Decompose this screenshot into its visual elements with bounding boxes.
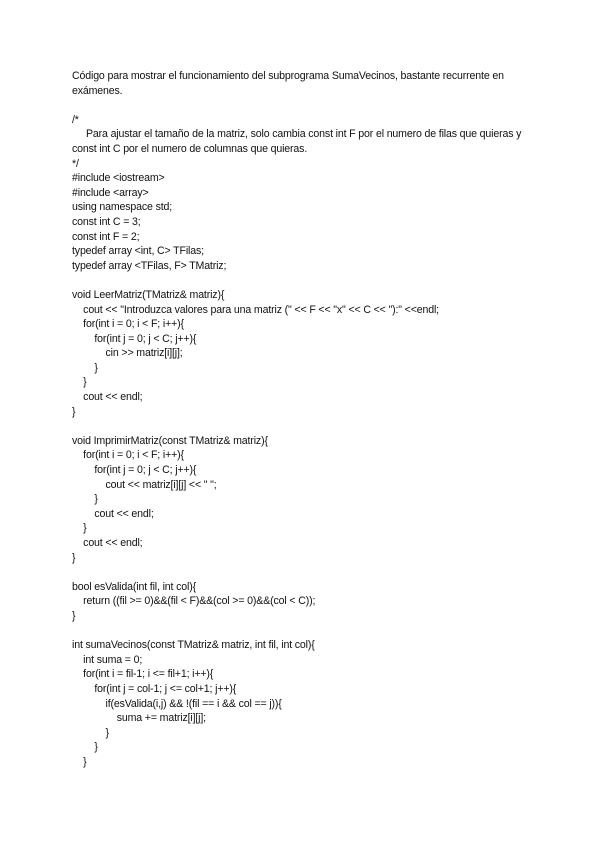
code-line: for(int i = 0; i < F; i++){ — [72, 449, 184, 462]
code-line: #include <iostream> — [72, 172, 165, 185]
code-line: cout << matriz[i][j] << " "; — [72, 478, 217, 491]
code-line — [72, 419, 542, 434]
code-line: cout << "Introduzca valores para una matriz (" << F << "x" << C << "):" <<endl; — [72, 303, 439, 316]
code-line: cout << endl; — [72, 391, 143, 404]
code-line: typedef array <TFilas, F> TMatriz; — [72, 259, 227, 272]
code-line — [72, 624, 542, 639]
code-line: } — [72, 361, 98, 374]
code-line: } — [72, 376, 87, 389]
code-line: } — [72, 522, 87, 535]
code-line: #include <array> — [72, 186, 149, 199]
code-line: } — [72, 741, 98, 754]
code-line: using namespace std; — [72, 201, 173, 214]
code-line: int suma = 0; — [72, 653, 143, 666]
code-line: cout << endl; — [72, 507, 154, 520]
code-line: for(int j = 0; j < C; j++){ — [72, 464, 197, 477]
code-line: } — [72, 493, 98, 506]
code-line — [72, 273, 542, 288]
code-line: int sumaVecinos(const TMatriz& matriz, int fil, int col){ — [72, 639, 315, 652]
code-line: typedef array <int, C> TFilas; — [72, 245, 204, 258]
code-line: for(int j = col-1; j <= col+1; j++){ — [72, 682, 237, 695]
code-line: for(int i = 0; i < F; i++){ — [72, 318, 184, 331]
code-line — [72, 565, 542, 580]
code-line: } — [72, 609, 76, 622]
code-line: void ImprimirMatriz(const TMatriz& matriz){ — [72, 434, 268, 447]
intro-paragraph: Código para mostrar el funcionamiento del subprograma SumaVecinos, bastante recurrente en exámenes. — [72, 70, 504, 97]
comment-open: /* — [72, 113, 79, 126]
code-line: for(int j = 0; j < C; j++){ — [72, 332, 197, 345]
code-line: } — [72, 405, 76, 418]
code-line: if(esValida(i,j) && !(fil == i && col == j)){ — [72, 697, 282, 710]
code-line: } — [72, 755, 87, 768]
code-line: cin >> matriz[i][j]; — [72, 347, 183, 360]
code-line: void LeerMatriz(TMatriz& matriz){ — [72, 288, 225, 301]
code-line: const int F = 2; — [72, 230, 140, 243]
code-line: } — [72, 726, 109, 739]
code-line: suma += matriz[i][j]; — [72, 712, 206, 725]
code-line: cout << endl; — [72, 537, 143, 549]
comment-body: Para ajustar el tamaño de la matriz, solo cambia const int F por el numero de filas que quieras y const int C por el numero de columnas que quieras. — [72, 128, 522, 155]
document-content — [72, 69, 542, 770]
code-line: return ((fil >= 0)&&(fil < F)&&(col >= 0)&&(col < C)); — [72, 595, 316, 608]
code-block — [72, 171, 542, 769]
code-line: const int C = 3; — [72, 215, 141, 228]
code-line: for(int i = fil-1; i <= fil+1; i++){ — [72, 668, 214, 681]
comment-close: */ — [72, 157, 79, 170]
code-line: bool esValida(int fil, int col){ — [72, 580, 196, 593]
code-line: } — [72, 551, 76, 564]
